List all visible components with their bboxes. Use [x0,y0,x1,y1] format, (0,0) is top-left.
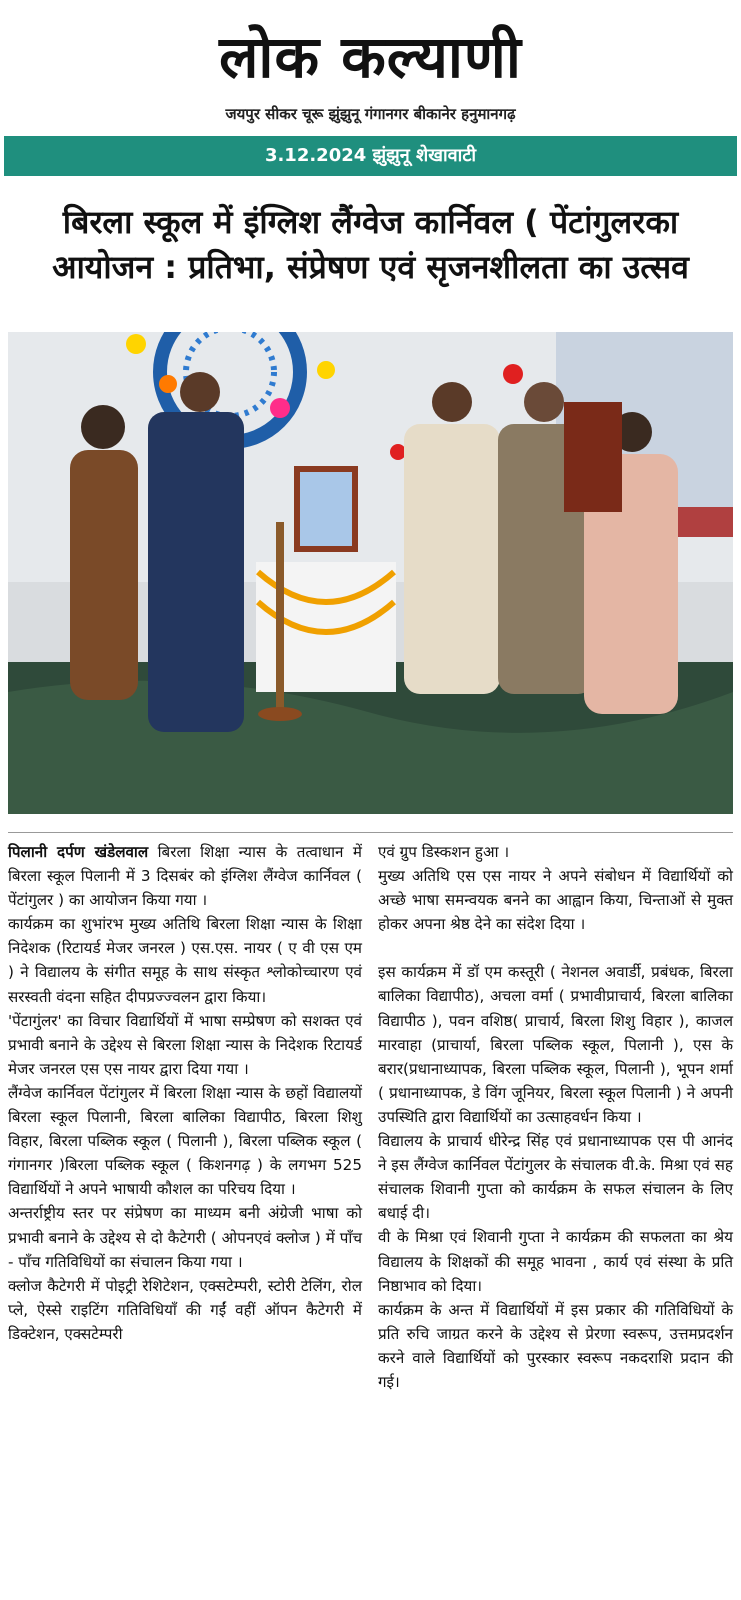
article-paragraph: मुख्य अतिथि एस एस नायर ने अपने संबोधन में विद्यार्थियों को अच्छे भाषा समन्वयक बनने का आह्वान किया, चिन्ताओं से मुक्त होकर अपना श्रेष्ठ देने का संदेश दिया । [378,867,733,934]
article-paragraph: अन्तर्राष्ट्रीय स्तर पर संप्रेषण का माध्यम बनी अंग्रेजी भाषा को प्रभावी बनाने के उद्देश्य से दो कैटेगरी ( ओपनएवं क्लोज ) में पाँच - पाँच गतिविधियों का संचालन किया गया । [8,1204,362,1271]
article-paragraph: कार्यक्रम का शुभांरभ मुख्य अतिथि बिरला शिक्षा न्यास के शिक्षा निदेशक (रिटायर्ड मेजर जनरल ) एस.एस. नायर ( ए वी एस एम ) ने विद्यालय के संगीत समूह के साथ संस्कृत श्लोकोच्चारण एवं सरस्वती वंदना सहित दीपप्रज्ज्वलन द्वारा किया। [8,915,362,1006]
article-byline: पिलानी दर्पण खंडेलवाल [8,843,149,861]
article-paragraph: क्लोज कैटेगरी में पोइट्री रेशिटेशन, एक्सटेम्परी, स्टोरी टेलिंग, रोल प्ले, ऐस्से राइटिंग गतिविधियाँ की गईं वहीं ऑपन कैटेगरी में डिक्टेशन, एक्सटेम्परी [8,1276,362,1343]
paragraph-gap [378,936,733,960]
article-paragraph: पिलानी दर्पण खंडेलवाल बिरला शिक्षा न्यास के तत्वाधान में बिरला स्कूल पिलानी में 3 दिसबंर को इंग्लिश लैंग्वेज कार्निवल ( पेंटांगुलर ) का आयोजन किया गया । [8,843,362,910]
article-paragraph: विद्यालय के प्राचार्य धीरेन्द्र सिंह एवं प्रधानाध्यापक एस पी आनंद ने इस लैंग्वेज कार्निवल पेंटांगुलर के संचालक वी.के. मिश्रा एवं सह संचालक शिवानी गुप्ता को कार्यक्रम के सफल संचालन के लिए बधाई दी। [378,1132,733,1223]
article-column-right [378,840,733,1394]
article-paragraph: कार्यक्रम के अन्त में विद्यार्थियों में इस प्रकार की गतिविधियों के प्रति रुचि जाग्रत करने के उद्देश्य से प्रेरणा स्वरूप, उत्तमप्रदर्शन करने वाले विद्यार्थियों को पुरस्कार स्वरूप नकदराशि प्रदान की गई। [378,1300,733,1391]
article-paragraph: इस कार्यक्रम में डॉ एम कस्तूरी ( नेशनल अवार्डी, प्रबंधक, बिरला बालिका विद्यापीठ), अचला वर्मा ( प्रभावीप्राचार्य, बिरला बालिका विद्यापीठ ), पवन वशिष्ठ( प्राचार्य, बिरला शिशु विहार ), काजल मारवाहा (प्राचार्या, बिरला पब्लिक स्कूल, पिलानी ), एस के बरार(प्रधानाध्यापक, बिरला पब्लिक स्कूल, पिलानी ), भूपन शर्मा ( प्रधानाध्यापक, डे विंग जूनियर, बिरला स्कूल पिलानी ) ने अपनी उपस्थिति द्वारा विद्यार्थियों का उत्साहवर्धन किया । [378,963,733,1126]
event-photo [8,332,733,814]
article-column-left [8,840,362,1346]
article-paragraph: लैंग्वेज कार्निवल पेंटांगुलर में बिरला शिक्षा न्यास के छहों विद्यालयों बिरला स्कूल पिलानी, बिरला बालिका विद्यापीठ, बिरला शिशु विहार, बिरला पब्लिक स्कूल ( पिलानी ), बिरला पब्लिक स्कूल ( गंगानगर )बिरला पब्लिक स्कूल ( किशनगढ़ ) के लगभग 525 विद्यार्थियों ने अपने भाषायी कौशल का परिचय दिया । [8,1083,362,1199]
article-headline: बिरला स्कूल में इंग्लिश लैंग्वेज कार्निवल ( पेंटांगुलरका आयोजन : प्रतिभा, संप्रेषण एवं सृजनशीलता का उत्सव [52,203,689,286]
article-paragraph: वी के मिश्रा एवं शिवानी गुप्ता ने कार्यक्रम की सफलता का श्रेय विद्यालय के शिक्षकों की समूह भावना , कार्य एवं संस्था के प्रति निष्ठाभाव को दिया। [378,1228,733,1295]
event-photo-lamp-lighting-icon [8,332,733,814]
masthead [0,0,741,130]
column-divider-rule [8,832,733,833]
newspaper-name: लोक कल्याणी [219,23,522,91]
dateline-bar: 3.12.2024 झुंझुनू शेखावाटी [4,136,737,176]
article-paragraph: एवं ग्रुप डिस्कशन हुआ । [378,843,510,861]
article-paragraph: 'पेंटागुंलर' का विचार विद्यार्थियों में भाषा सम्प्रेषण को सशक्त एवं प्रभावी बनाने के उद्देश्य से बिरला शिक्षा न्यास के निदेशक रिटायर्ड मेजर जनरल एस एस नायर द्वारा दिया गया । [8,1011,362,1078]
edition-cities: जयपुर सीकर चूरू झुंझुनू गंगानगर बीकानेर हनुमानगढ़ [225,105,516,123]
